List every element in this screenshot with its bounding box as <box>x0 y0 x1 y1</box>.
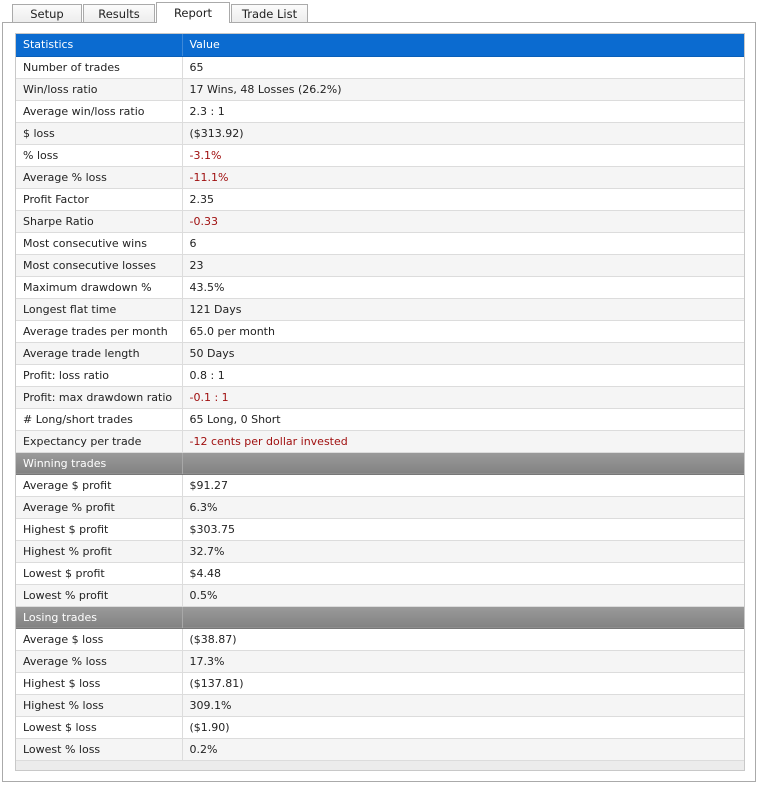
stat-value: 0.5% <box>182 584 744 606</box>
section-header-row[interactable] <box>16 606 744 628</box>
table-row[interactable] <box>16 56 744 78</box>
stat-value: 65 <box>182 56 744 78</box>
stat-value: 23 <box>182 254 744 276</box>
stat-label: Average $ loss <box>16 628 182 650</box>
table-row[interactable] <box>16 672 744 694</box>
stat-label: Lowest $ loss <box>16 716 182 738</box>
stat-value: ($313.92) <box>182 122 744 144</box>
stat-value: 2.3 : 1 <box>182 100 744 122</box>
stat-value: 6 <box>182 232 744 254</box>
table-row[interactable] <box>16 584 744 606</box>
table-row[interactable] <box>16 100 744 122</box>
table-row[interactable] <box>16 298 744 320</box>
table-row[interactable] <box>16 716 744 738</box>
stat-label: Win/loss ratio <box>16 78 182 100</box>
section-label: Losing trades <box>16 606 182 628</box>
stat-value: ($137.81) <box>182 672 744 694</box>
table-row[interactable] <box>16 320 744 342</box>
table-row[interactable] <box>16 650 744 672</box>
stat-label: Highest $ profit <box>16 518 182 540</box>
stat-value: 2.35 <box>182 188 744 210</box>
stat-value: 32.7% <box>182 540 744 562</box>
stat-value: -12 cents per dollar invested <box>182 430 744 452</box>
stat-value: 50 Days <box>182 342 744 364</box>
table-row[interactable] <box>16 364 744 386</box>
table-row[interactable] <box>16 122 744 144</box>
stat-label: Profit Factor <box>16 188 182 210</box>
tab-results[interactable]: Results <box>83 4 155 23</box>
stat-label: Average % profit <box>16 496 182 518</box>
table-row[interactable] <box>16 628 744 650</box>
statistics-table <box>16 34 744 761</box>
stat-label: % loss <box>16 144 182 166</box>
stat-label: Highest % profit <box>16 540 182 562</box>
stat-label: Profit: max drawdown ratio <box>16 386 182 408</box>
stat-value: 121 Days <box>182 298 744 320</box>
stat-label: Number of trades <box>16 56 182 78</box>
stat-label: Highest $ loss <box>16 672 182 694</box>
stat-label: Maximum drawdown % <box>16 276 182 298</box>
stat-label: Lowest $ profit <box>16 562 182 584</box>
tab-setup[interactable]: Setup <box>12 4 82 23</box>
stat-value: -0.1 : 1 <box>182 386 744 408</box>
stat-label: Longest flat time <box>16 298 182 320</box>
stat-label: Lowest % profit <box>16 584 182 606</box>
report-panel <box>2 22 756 782</box>
stat-label: # Long/short trades <box>16 408 182 430</box>
tab-bar <box>12 2 309 23</box>
tab-trade-list[interactable]: Trade List <box>231 4 308 23</box>
stat-value: ($38.87) <box>182 628 744 650</box>
table-row[interactable] <box>16 210 744 232</box>
statistics-rows <box>16 56 744 760</box>
stat-value: 43.5% <box>182 276 744 298</box>
table-row[interactable] <box>16 78 744 100</box>
table-row[interactable] <box>16 496 744 518</box>
table-row[interactable] <box>16 188 744 210</box>
stat-value: 65.0 per month <box>182 320 744 342</box>
table-row[interactable] <box>16 540 744 562</box>
column-header-value[interactable]: Value <box>182 34 744 56</box>
table-row[interactable] <box>16 694 744 716</box>
stat-label: Most consecutive wins <box>16 232 182 254</box>
stat-label: Average % loss <box>16 166 182 188</box>
stat-value: -0.33 <box>182 210 744 232</box>
table-row[interactable] <box>16 254 744 276</box>
table-row[interactable] <box>16 474 744 496</box>
stat-label: Sharpe Ratio <box>16 210 182 232</box>
section-value <box>182 452 744 474</box>
stat-value: 65 Long, 0 Short <box>182 408 744 430</box>
stat-label: Expectancy per trade <box>16 430 182 452</box>
table-row[interactable] <box>16 738 744 760</box>
stat-value: ($1.90) <box>182 716 744 738</box>
stat-label: Average trades per month <box>16 320 182 342</box>
stat-label: Average trade length <box>16 342 182 364</box>
table-row[interactable] <box>16 276 744 298</box>
table-row[interactable] <box>16 144 744 166</box>
stat-label: Most consecutive losses <box>16 254 182 276</box>
stat-value: 17 Wins, 48 Losses (26.2%) <box>182 78 744 100</box>
stat-label: Highest % loss <box>16 694 182 716</box>
stat-label: Average $ profit <box>16 474 182 496</box>
table-header-row <box>16 34 744 56</box>
stat-value: 0.2% <box>182 738 744 760</box>
stat-value: 17.3% <box>182 650 744 672</box>
table-row[interactable] <box>16 430 744 452</box>
stat-label: Profit: loss ratio <box>16 364 182 386</box>
section-header-row[interactable] <box>16 452 744 474</box>
stat-label: Average % loss <box>16 650 182 672</box>
stat-value: $303.75 <box>182 518 744 540</box>
column-header-statistics[interactable]: Statistics <box>16 34 182 56</box>
stat-label: Lowest % loss <box>16 738 182 760</box>
stat-value: $91.27 <box>182 474 744 496</box>
table-row[interactable] <box>16 386 744 408</box>
table-row[interactable] <box>16 408 744 430</box>
stat-value: 6.3% <box>182 496 744 518</box>
section-label: Winning trades <box>16 452 182 474</box>
stat-value: 309.1% <box>182 694 744 716</box>
stat-value: -3.1% <box>182 144 744 166</box>
statistics-grid <box>15 33 745 771</box>
stat-value: $4.48 <box>182 562 744 584</box>
stat-value: 0.8 : 1 <box>182 364 744 386</box>
section-value <box>182 606 744 628</box>
table-row[interactable] <box>16 562 744 584</box>
table-row[interactable] <box>16 342 744 364</box>
stat-label: Average win/loss ratio <box>16 100 182 122</box>
stat-label: $ loss <box>16 122 182 144</box>
tab-report[interactable]: Report <box>156 2 230 23</box>
table-row[interactable] <box>16 166 744 188</box>
table-row[interactable] <box>16 518 744 540</box>
table-row[interactable] <box>16 232 744 254</box>
stat-value: -11.1% <box>182 166 744 188</box>
